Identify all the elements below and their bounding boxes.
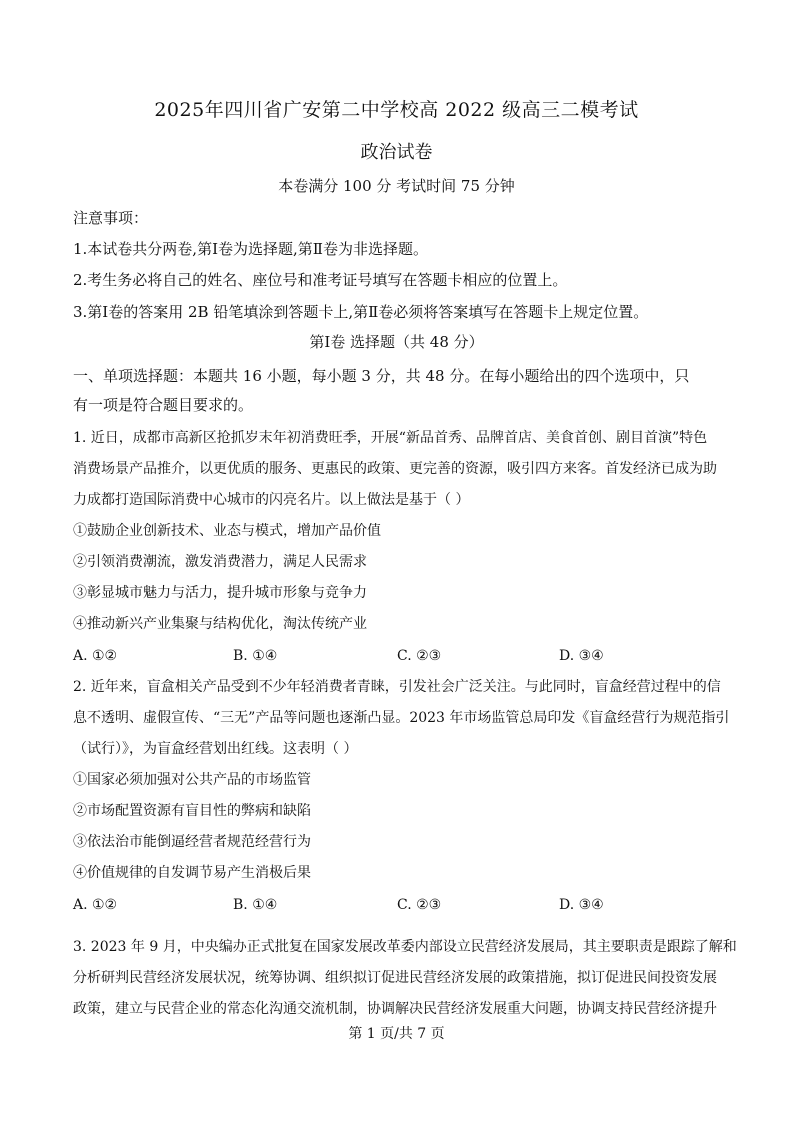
option-b[interactable]: B. ①④ — [233, 648, 278, 664]
question-1-stem: 1. 近日，成都市高新区抢抓岁末年初消费旺季，开展“新品首秀、品牌首店、美食首创、剧目首演”特色 — [73, 430, 708, 446]
question-2-item: ①国家必须加强对公共产品的市场监管 — [73, 772, 311, 788]
question-1-item: ④推动新兴产业集聚与结构优化，淘汰传统产业 — [73, 616, 367, 632]
question-2-stem: （试行）》，为盲盒经营划出红线。这表明（ ） — [73, 741, 358, 757]
question-1-item: ②引领消费潮流，激发消费潜力，满足人民需求 — [73, 554, 367, 570]
note-item: 2.考生务必将自己的姓名、座位号和准考证号填写在答题卡相应的位置上。 — [73, 271, 568, 289]
page-footer: 第 1 页/共 7 页 — [348, 1026, 445, 1042]
question-2-stem: 2. 近年来，盲盒相关产品受到不少年轻消费者青睐，引发社会广泛关注。与此同时，盲盒经营过程中的信 — [73, 679, 721, 695]
question-2-item: ③依法治市能倒逼经营者规范经营行为 — [73, 834, 311, 850]
section-instruction: 一、单项选择题：本题共 16 小题，每小题 3 分，共 48 分。在每小题给出的四个选项中，只 — [73, 367, 690, 385]
section-instruction: 有一项是符合题目要求的。 — [73, 396, 254, 414]
question-2-item: ②市场配置资源有盲目性的弊病和缺陷 — [73, 803, 311, 819]
note-item: 3.第Ⅰ卷的答案用 2B 铅笔填涂到答题卡上,第Ⅱ卷必须将答案填写在答题卡上规定位置。 — [73, 303, 649, 321]
option-b[interactable]: B. ①④ — [233, 897, 278, 913]
notes-label: 注意事项： — [73, 209, 149, 227]
exam-subtitle: 政治试卷 — [360, 142, 433, 163]
option-c[interactable]: C. ②③ — [397, 648, 442, 664]
question-2-item: ④价值规律的自发调节易产生消极后果 — [73, 865, 311, 881]
option-a[interactable]: A. ①② — [73, 648, 118, 664]
section-title: 第Ⅰ卷 选择题（共 48 分） — [309, 333, 484, 351]
option-c[interactable]: C. ②③ — [397, 897, 442, 913]
note-item: 1.本试卷共分两卷,第Ⅰ卷为选择题,第Ⅱ卷为非选择题。 — [73, 240, 428, 258]
question-1-item: ①鼓励企业创新技术、业态与模式，增加产品价值 — [73, 523, 381, 539]
question-1-stem: 力成都打造国际消费中心城市的闪亮名片。以上做法是基于（ ） — [73, 492, 470, 508]
question-3-stem: 3. 2023 年 9 月，中央编办正式批复在国家发展改革委内部设立民营经济发展局，其主要职责是跟踪了解和 — [73, 939, 737, 955]
question-3-stem: 政策，建立与民营企业的常态化沟通交流机制，协调解决民营经济发展重大问题，协调支持民营经济提升 — [73, 1001, 717, 1017]
question-3-stem: 分析研判民营经济发展状况，统筹协调、组织拟订促进民营经济发展的政策措施，拟订促进民间投资发展 — [73, 970, 717, 986]
question-1-stem: 消费场景产品推介，以更优质的服务、更惠民的政策、更完善的资源，吸引四方来客。首发经济已成为助 — [73, 461, 717, 477]
option-d[interactable]: D. ③④ — [559, 648, 604, 664]
question-2-stem: 息不透明、虚假宣传、“三无”产品等问题也逐渐凸显。2023 年市场监管总局印发《盲盒经营行为规范指引 — [73, 710, 730, 726]
question-1-item: ③彰显城市魅力与活力，提升城市形象与竞争力 — [73, 585, 367, 601]
exam-title: 2025年四川省广安第二中学校高 2022 级高三二模考试 — [154, 99, 639, 121]
exam-meta: 本卷满分 100 分 考试时间 75 分钟 — [278, 177, 515, 195]
option-d[interactable]: D. ③④ — [559, 897, 604, 913]
option-a[interactable]: A. ①② — [73, 897, 118, 913]
